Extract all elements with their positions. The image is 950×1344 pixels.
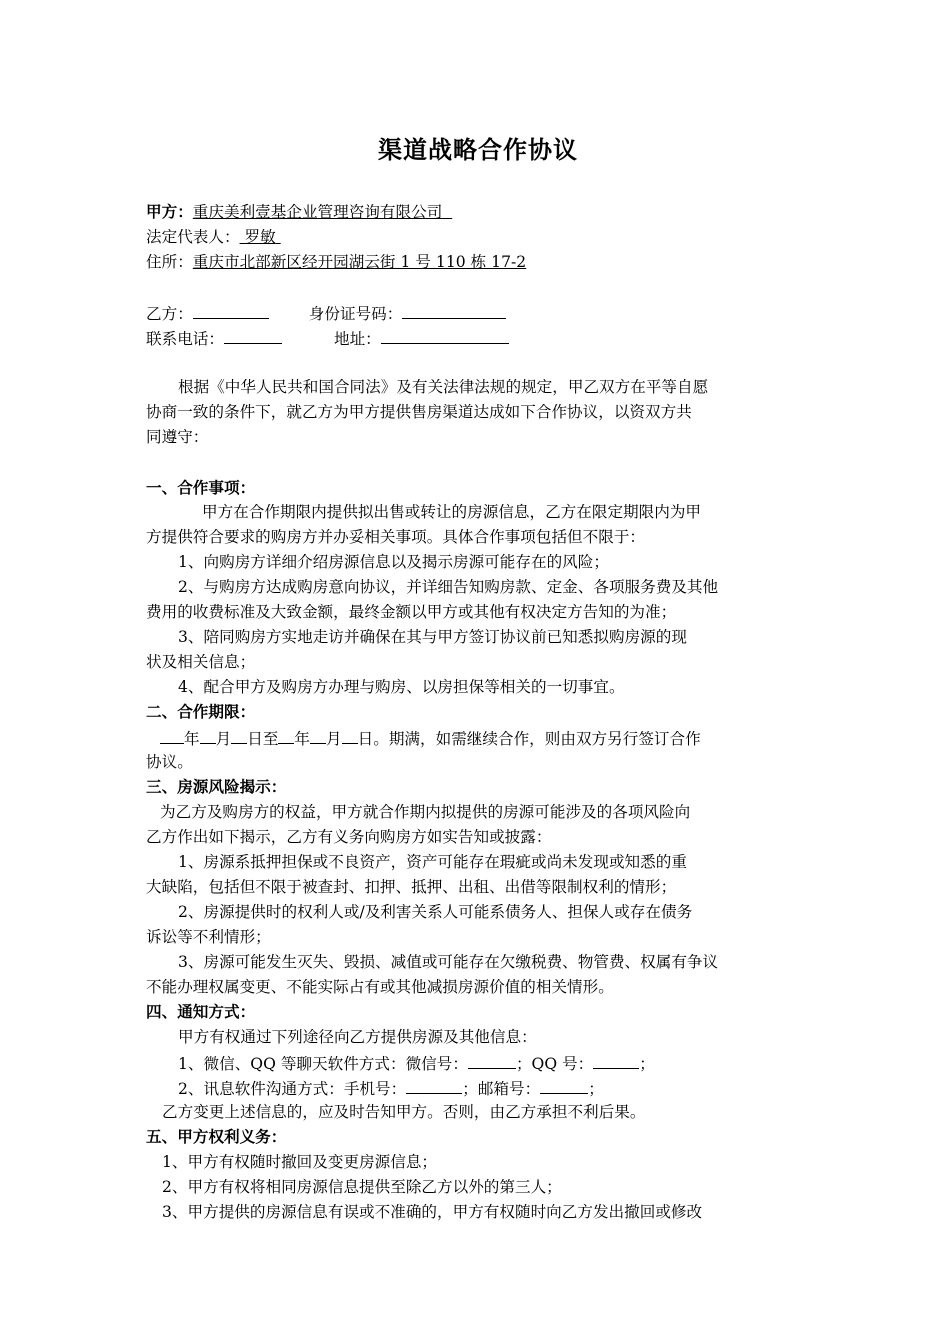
party-a-line: [146, 200, 452, 224]
section-2-heading: 二、合作期限：: [146, 703, 256, 721]
qq-blank: [593, 1050, 639, 1069]
party-a-label: 甲方：: [146, 203, 193, 221]
section-3-line: 为乙方及购房方的权益，甲方就合作期内拟提供的房源可能涉及的各项风险向: [160, 803, 691, 821]
preamble-line: 同遵守：: [146, 428, 209, 446]
wechat-blank: [468, 1050, 516, 1069]
party-b-label: 乙方：: [146, 305, 193, 323]
section-5-item: 1、甲方有权随时撤回及变更房源信息；: [162, 1153, 438, 1171]
section-1-item: 3、陪同购房方实地走访并确保在其与甲方签订协议前已知悉拟购房源的现: [178, 628, 687, 646]
section-5-item: 2、甲方有权将相同房源信息提供至除乙方以外的第三人；: [162, 1178, 562, 1196]
section-1-line: 费用的收费标准及大致金额，最终金额以甲方或其他有权决定方告知的为准；: [146, 603, 677, 621]
section-3-item: 2、房源提供时的权利人或/及利害关系人可能系债务人、担保人或存在债务: [178, 903, 693, 921]
party-a-addr: 重庆市北部新区经开园湖云街 1 号 110 栋 17-2: [192, 253, 527, 271]
party-a-addr-line: [146, 250, 526, 274]
party-b-addr-label: 地址：: [333, 330, 381, 348]
section-3-line: 乙方作出如下揭示，乙方有义务向购房方如实告知或披露：: [146, 828, 552, 846]
notice-phone-line: 2、讯息软件沟通方式：手机号： ；邮箱号： ；: [178, 1075, 604, 1101]
email-blank: [540, 1075, 588, 1094]
party-a-rep-label: 法定代表人：: [146, 228, 240, 246]
section-1-line: 甲方在合作期限内提供拟出售或转让的房源信息，乙方在限定期限内为甲: [202, 503, 702, 521]
section-4-intro: 甲方有权通过下列途径向乙方提供房源及其他信息：: [178, 1028, 537, 1046]
section-5-item: 3、甲方提供的房源信息有误或不准确的，甲方有权随时向乙方发出撤回或修改: [162, 1203, 703, 1221]
section-3-item: 1、房源系抵押担保或不良资产，资产可能存在瑕疵或尚未发现或知悉的重: [178, 853, 687, 871]
section-4-tail: 乙方变更上述信息的，应及时告知甲方。否则，由乙方承担不利后果。: [162, 1103, 646, 1121]
section-3-heading: 三、房源风险揭示：: [146, 778, 287, 796]
party-a-rep: 罗敏: [244, 228, 276, 246]
party-b-contact-line: [146, 325, 509, 351]
party-b-phone-blank: [224, 325, 282, 344]
section-3-item: 3、房源可能发生灭失、毁损、减值或可能存在欠缴税费、物管费、权属有争议: [178, 953, 719, 971]
section-3-line: 诉讼等不利情形；: [146, 928, 271, 946]
section-1-line: 状及相关信息；: [146, 653, 256, 671]
party-b-id-blank: [402, 300, 506, 319]
section-1-item: 1、向购房方详细介绍房源信息以及揭示房源可能存在的风险；: [178, 553, 609, 571]
term-line: 年 月 日至 年 月 日。期满，如需继续合作，则由双方另行签订合作: [160, 725, 701, 751]
preamble-line: 根据《中华人民共和国合同法》及有关法律法规的规定，甲乙双方在平等自愿: [178, 378, 709, 396]
party-b-id-label: 身份证号码：: [308, 305, 403, 323]
section-5-heading: 五、甲方权利义务：: [146, 1128, 287, 1146]
section-1-item: 4、配合甲方及购房方办理与购房、以房担保等相关的一切事宜。: [178, 678, 625, 696]
phone-blank: [406, 1075, 462, 1094]
party-b-addr-blank: [381, 325, 509, 344]
section-3-line: 不能办理权属变更、不能实际占有或其他减损房源价值的相关情形。: [146, 978, 614, 996]
preamble-line: 协商一致的条件下，就乙方为甲方提供售房渠道达成如下合作协议，以资双方共: [146, 403, 692, 421]
party-a-rep-line: [146, 225, 281, 249]
party-a-addr-label: 住所：: [146, 253, 193, 271]
section-4-heading: 四、通知方式：: [146, 1003, 256, 1021]
term-line-2: 协议。: [146, 753, 193, 771]
section-1-item: 2、与购房方达成购房意向协议，并详细告知购房款、定金、各项服务费及其他: [178, 578, 719, 596]
party-a-name: 重庆美利壹基企业管理咨询有限公司: [192, 203, 443, 221]
party-b-phone-label: 联系电话：: [146, 330, 224, 348]
party-b-line: [146, 300, 506, 326]
party-b-name-blank: [193, 300, 269, 319]
section-3-line: 大缺陷，包括但不限于被查封、扣押、抵押、出租、出借等限制权利的情形；: [146, 878, 677, 896]
notice-wechat-line: 1、微信、QQ 等聊天软件方式：微信号： ；QQ 号： ；: [178, 1050, 655, 1076]
document-title: 渠道战略合作协议: [378, 136, 578, 164]
section-1-line: 方提供符合要求的购房方并办妥相关事项。具体合作事项包括但不限于：: [146, 528, 646, 546]
section-1-heading: 一、合作事项：: [146, 479, 256, 497]
